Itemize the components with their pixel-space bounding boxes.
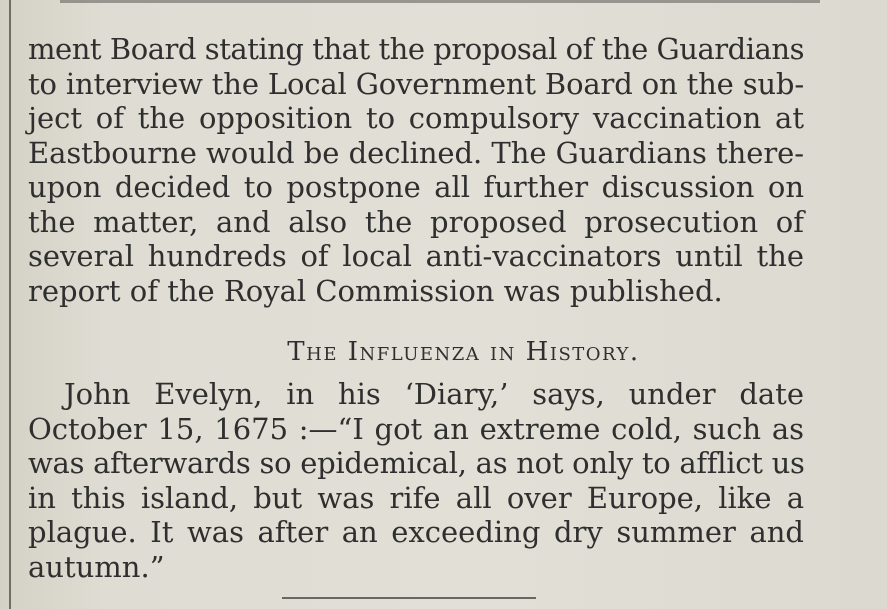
text-line: to interview the Local Government Board on the sub- bbox=[28, 66, 804, 101]
paragraph-influenza bbox=[28, 377, 804, 584]
section-end-rule bbox=[282, 597, 536, 599]
text-line: upon decided to postpone all further discussion on bbox=[28, 170, 804, 204]
text-line: autumn.” bbox=[28, 549, 165, 584]
text-line: the matter, and also the proposed prosecution of bbox=[28, 204, 804, 239]
text-line: report of the Royal Commission was published. bbox=[28, 273, 723, 308]
text-line: plague. It was after an exceeding dry summer and bbox=[28, 515, 804, 549]
text-line: ject of the opposition to compulsory vaccination at bbox=[28, 101, 804, 135]
text-line: in this island, but was rife all over Europe, like a bbox=[28, 480, 804, 515]
column-rule bbox=[9, 0, 11, 609]
text-line: several hundreds of local anti-vaccinators until the bbox=[28, 239, 804, 273]
text-line: ment Board stating that the proposal of the Guardians bbox=[28, 32, 804, 66]
section-heading: The Influenza in History. bbox=[287, 337, 640, 367]
text-line: John Evelyn, in his ‘Diary,’ says, under date bbox=[64, 377, 804, 411]
top-rule bbox=[60, 0, 820, 3]
text-line: October 15, 1675 :—“I got an extreme cold, such as bbox=[28, 411, 804, 446]
text-line: Eastbourne would be declined. The Guardians there- bbox=[28, 135, 804, 170]
paragraph-vaccination bbox=[28, 32, 804, 308]
text-line: was afterwards so epidemical, as not only to afflict us bbox=[28, 446, 805, 480]
